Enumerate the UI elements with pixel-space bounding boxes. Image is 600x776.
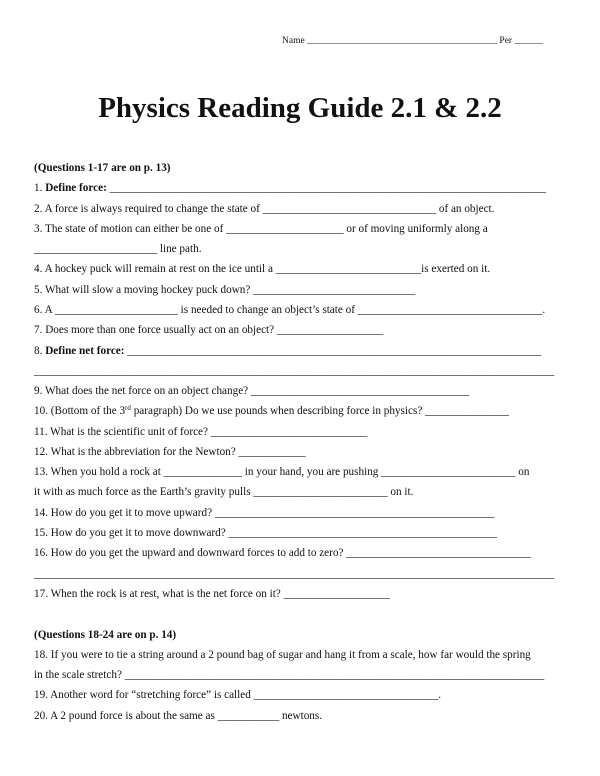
section-heading-1: (Questions 1-17 are on p. 13) [34,162,171,174]
question-1-number: 1. [34,182,43,194]
answer-blank[interactable]: ______________________________________________________________________________ [109,182,546,194]
question-17[interactable]: 17. When the rock is at rest, what is the net force on it? ___________________ [34,588,390,600]
question-8-number: 8. [34,345,43,357]
question-5[interactable]: 5. What will slow a moving hockey puck down? _____________________________ [34,284,416,296]
question-7[interactable]: 7. Does more than one force usually act on an object? ___________________ [34,324,384,336]
question-8-continued[interactable]: _____________________________________________________________________________________________ [34,365,555,377]
question-10-text-end[interactable]: paragraph) Do we use pounds when describing force in physics? _______________ [130,405,510,417]
superscript: rd [125,404,131,412]
question-2[interactable]: 2. A force is always required to change the state of _______________________________ of an object. [34,203,495,215]
question-10[interactable] [34,404,509,418]
section-heading-2: (Questions 18-24 are on p. 14) [34,629,177,641]
page-title: Physics Reading Guide 2.1 & 2.2 [98,92,502,124]
question-20[interactable]: 20. A 2 pound force is about the same as ___________ newtons. [34,710,323,722]
question-11[interactable]: 11. What is the scientific unit of force? ____________________________ [34,426,368,438]
question-14[interactable]: 14. How do you get it to move upward? __________________________________________________ [34,507,495,519]
question-9[interactable]: 9. What does the net force on an object change? _______________________________________ [34,385,470,397]
question-13[interactable]: 13. When you hold a rock at ______________ in your hand, you are pushing ________________________ on [34,466,530,478]
question-3-continued[interactable]: ______________________ line path. [34,243,202,255]
question-8 [34,344,541,358]
question-1 [34,181,546,195]
question-8-label: Define net force: [45,345,125,357]
answer-blank[interactable]: __________________________________________________________________________ [127,345,542,357]
question-15[interactable]: 15. How do you get it to move downward? ________________________________________________ [34,527,498,539]
question-16[interactable]: 16. How do you get the upward and downward forces to add to zero? _________________________________ [34,547,531,559]
question-13-continued[interactable]: it with as much force as the Earth’s gravity pulls ________________________ on it. [34,486,414,498]
name-period-field[interactable]: Name ________________________________________ Per ______ [282,36,543,46]
question-4[interactable]: 4. A hockey puck will remain at rest on the ice until a __________________________is exerted on it. [34,263,491,275]
question-12[interactable]: 12. What is the abbreviation for the Newton? ____________ [34,446,306,458]
question-6[interactable]: 6. A ______________________ is needed to change an object’s state of _________________________________. [34,304,546,316]
question-1-label: Define force: [45,182,107,194]
question-3[interactable]: 3. The state of motion can either be one of _____________________ or of moving uniformly along a [34,223,488,235]
question-19[interactable]: 19. Another word for “stretching force” is called _________________________________. [34,689,442,701]
question-10-text-start: 10. (Bottom of the 3 [34,405,126,417]
question-16-continued[interactable]: _____________________________________________________________________________________________ [34,568,555,580]
question-18-continued[interactable]: in the scale stretch? ___________________________________________________________________________ [34,669,545,681]
question-18: 18. If you were to tie a string around a 2 pound bag of sugar and hang it from a scale, how far would the spring [34,649,531,661]
